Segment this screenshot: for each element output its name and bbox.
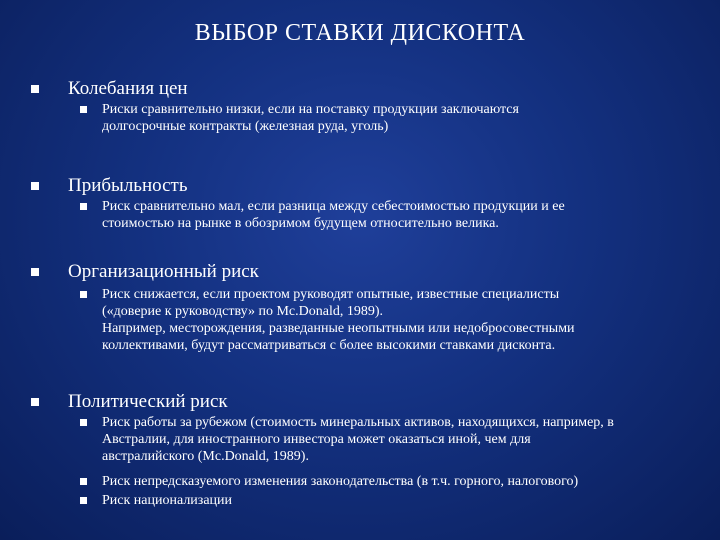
list-item bbox=[102, 198, 702, 232]
section-heading-organizational-risk: Организационный риск bbox=[68, 261, 259, 282]
item-line: австралийского (Mc.Donald, 1989). bbox=[102, 449, 309, 464]
item-line: Риск работы за рубежом (стоимость минеральных активов, находящихся, например, в bbox=[102, 415, 614, 430]
item-bullet bbox=[80, 478, 87, 485]
item-line: Например, месторождения, разведанные неопытными или недобросовестными bbox=[102, 321, 575, 336]
item-bullet bbox=[80, 419, 87, 426]
item-bullet bbox=[80, 203, 87, 210]
section-bullet bbox=[31, 85, 39, 93]
item-line: Риск непредсказуемого изменения законодательства (в т.ч. горного, налогового) bbox=[102, 474, 579, 489]
item-line: Риск сравнительно мал, если разница между себестоимостью продукции и ее bbox=[102, 199, 565, 214]
section-bullet bbox=[31, 182, 39, 190]
section-heading-profitability: Прибыльность bbox=[68, 175, 188, 196]
section-bullet bbox=[31, 268, 39, 276]
item-bullet bbox=[80, 291, 87, 298]
item-line: Риск снижается, если проектом руководят опытные, известные специалисты bbox=[102, 287, 560, 302]
item-bullet bbox=[80, 106, 87, 113]
item-line: долгосрочные контракты (железная руда, уголь) bbox=[102, 119, 389, 134]
item-line: Австралии, для иностранного инвестора может оказаться иной, чем для bbox=[102, 432, 531, 447]
item-line: («доверие к руководству» по Mc.Donald, 1989). bbox=[102, 304, 384, 319]
list-item bbox=[102, 473, 702, 490]
item-line: коллективами, будут рассматриваться с более высокими ставками дисконта. bbox=[102, 338, 556, 353]
item-bullet bbox=[80, 497, 87, 504]
item-line: Риск национализации bbox=[102, 493, 233, 508]
list-item bbox=[102, 414, 702, 465]
list-item bbox=[102, 286, 702, 354]
item-line: Риски сравнительно низки, если на поставку продукции заключаются bbox=[102, 102, 519, 117]
list-item bbox=[102, 492, 702, 509]
slide-title: ВЫБОР СТАВКИ ДИСКОНТА bbox=[194, 20, 526, 46]
section-heading-political-risk: Политический риск bbox=[68, 391, 228, 412]
section-heading-price: Колебания цен bbox=[68, 78, 188, 99]
list-item bbox=[102, 101, 702, 135]
section-bullet bbox=[31, 398, 39, 406]
item-line: стоимостью на рынке в обозримом будущем относительно велика. bbox=[102, 216, 499, 231]
